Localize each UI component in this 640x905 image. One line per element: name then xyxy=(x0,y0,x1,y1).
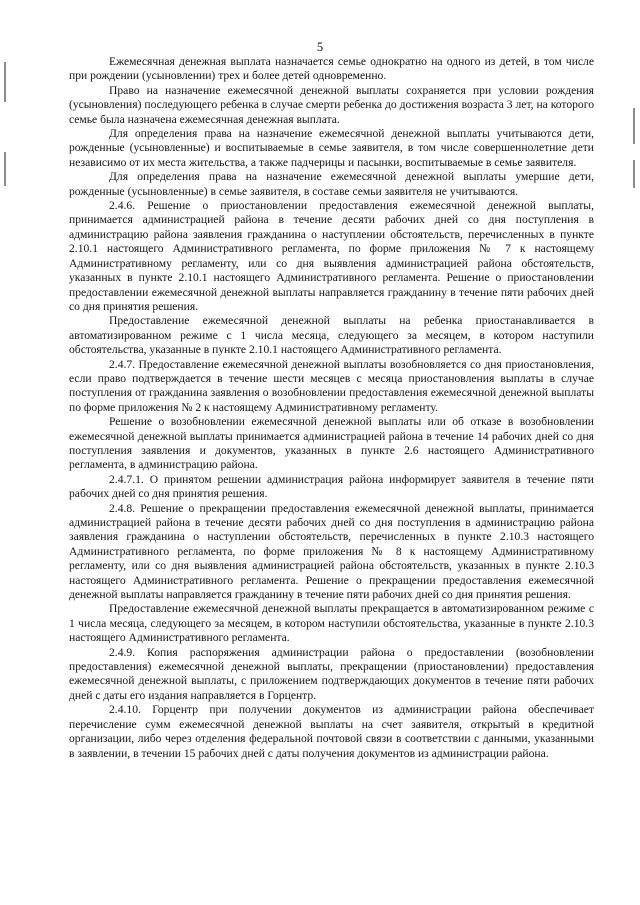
right-edge-mark xyxy=(633,160,635,188)
paragraph-2-4-8: 2.4.8. Решение о прекращении предоставления ежемесячной денежной выплаты, принимается администрацией района в течение десяти рабочих дней со дня поступления в администрацию района заявления гражданина о наступлении обстоятельств, перечисленных в пункте 2.10.3 настоящего Административного регламента, по форме приложения № 8 к настоящему Административному регламенту, или со дня выявления администрацией района обстоятельств, указанных в пункте 2.10.3 настоящего Административного регламента. Решение о прекращении предоставления ежемесячной денежной выплаты направляется гражданину в течение пяти рабочих дней со дня принятия решения. xyxy=(69,501,594,602)
left-edge-mark xyxy=(4,152,6,186)
paragraph-6: Предоставление ежемесячной денежной выплаты на ребенка приостанавливается в автоматизированном режиме с 1 числа месяца, следующего за месяцем, в котором наступили обстоятельства, указанные в пункте 2.10.1 настоящего Административного регламента. xyxy=(69,314,594,357)
paragraph-3: Для определения права на назначение ежемесячной денежной выплаты учитываются дети, рожденные (усыновленные) и воспитываемые в семье заявителя, в том числе совершеннолетние дети независимо от их места жительства, а также падчерицы и пасынки, воспитываемые в семье заявителя. xyxy=(69,127,594,169)
paragraph-11: Предоставление ежемесячной денежной выплаты прекращается в автоматизированном режиме с 1 числа месяца, следующего за месяцем, в котором наступили обстоятельства, указанные в пункте 2.10.3 настоящего Административного регламента. xyxy=(69,602,594,645)
document-body xyxy=(69,55,594,761)
right-edge-mark xyxy=(633,108,635,144)
paragraph-1: Ежемесячная денежная выплата назначается семье однократно на одного из детей, в том числе при рождении (усыновлении) трех и более детей одновременно. xyxy=(69,55,594,83)
paragraph-2-4-9: 2.4.9. Копия распоряжения администрации района о предоставлении (возобновлении предоставления) ежемесячной денежной выплаты, прекращении (приостановлении) предоставления ежемесячной денежной выплаты, с приложением подтверждающих документов в течение пяти рабочих дней с даты его издания направляется в Горцентр. xyxy=(69,645,594,702)
paragraph-2-4-7-1: 2.4.7.1. О принятом решении администрация района информирует заявителя в течение пяти рабочих дней со дня принятия решения. xyxy=(69,472,594,501)
paragraph-2-4-6: 2.4.6. Решение о приостановлении предоставления ежемесячной денежной выплаты, принимается администрацией района в течение десяти рабочих дней со дня поступления в администрацию района заявления гражданина о наступлении обстоятельств, перечисленных в пункте 2.10.1 настоящего Административного регламента, по форме приложения № 7 к настоящему Административному регламенту, или со дня выявления администрацией района обстоятельств, указанных в пункте 2.10.1 настоящего Административного регламента. Решение о приостановлении предоставлении ежемесячной денежной выплаты направляется гражданину в течение пяти рабочих дней со дня принятия решения. xyxy=(69,199,594,313)
paragraph-2: Право на назначение ежемесячной денежной выплаты сохраняется при условии рождения (усыновления) последующего ребенка в случае смерти ребенка до достижения возраста 3 лет, на которого семье была назначена ежемесячная денежная выплата. xyxy=(69,83,594,126)
paragraph-2-4-10: 2.4.10. Горцентр при получении документов из администрации района обеспечивает перечисление сумм ежемесячной денежной выплаты на счет заявителя, открытый в кредитной организации, либо через отделения федеральной почтовой связи в соответствии с данными, указанными в заявлении, в течении 15 рабочих дней с даты получения документов из администрации района. xyxy=(69,703,594,760)
paragraph-2-4-7: 2.4.7. Предоставление ежемесячной денежной выплаты возобновляется со дня приостановления, если право подтверждается в течение шести месяцев с месяца приостановления выплаты в случае поступления от гражданина заявления о возобновлении предоставления ежемесячной денежной выплаты по форме приложения № 2 к настоящему Административному регламенту. xyxy=(69,357,594,414)
paragraph-8: Решение о возобновлении ежемесячной денежной выплаты или об отказе в возобновлении ежемесячной денежной выплаты принимается администрацией района в течение 14 рабочих дней со дня поступления заявления и документов, указанных в пункте 2.6 настоящего Административного регламента, в администрацию района. xyxy=(69,415,594,472)
page-number: 5 xyxy=(316,40,324,54)
paragraph-4: Для определения права на назначение ежемесячной денежной выплаты умершие дети, рожденные (усыновленные) в семье заявителя, в составе семьи заявителя не учитываются. xyxy=(69,170,594,198)
left-edge-mark xyxy=(4,62,6,102)
